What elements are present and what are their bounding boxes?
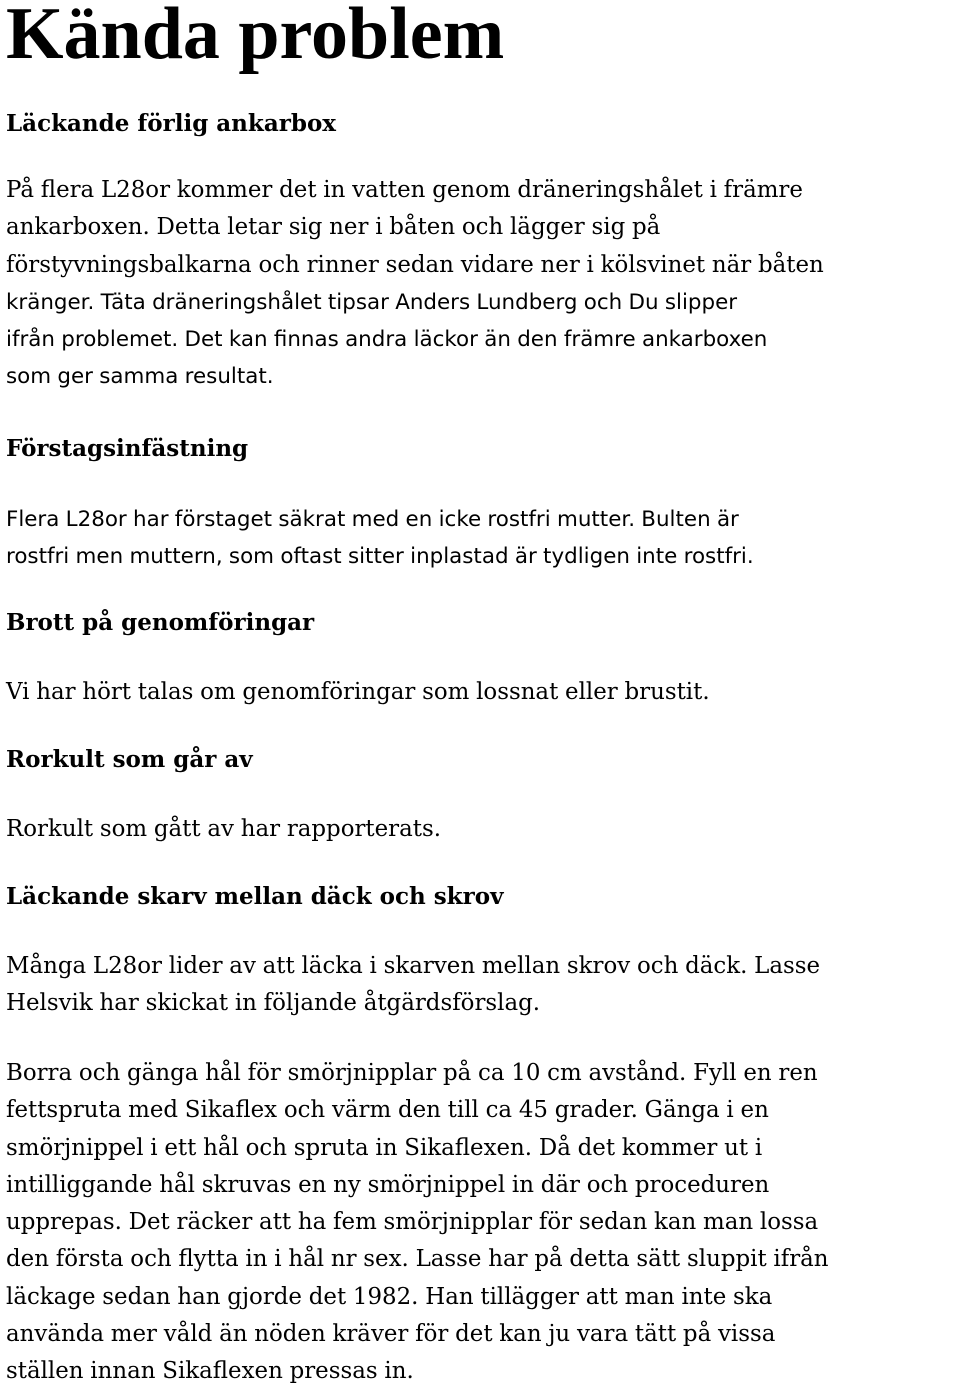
section-body [6, 811, 960, 848]
text-line: ställen innan Sikaflexen pressas in. [6, 1358, 414, 1385]
section-heading: Läckande skarv mellan däck och skrov [6, 883, 504, 910]
section-body [6, 674, 960, 711]
text-line: Helsvik har skickat in följande åtgärdsförslag. [6, 990, 541, 1017]
section-broken-through-hulls [6, 607, 960, 639]
paragraph [6, 674, 960, 711]
section-forestay-attachment [6, 433, 960, 465]
text-line: Borra och gänga hål för smörjnipplar på ca 10 cm avstånd. Fyll en ren [6, 1060, 818, 1086]
paragraph [6, 811, 960, 848]
text-line: ankarboxen. Detta letar sig ner i båten och lägger sig på [6, 214, 661, 241]
text-line: intilliggande hål skruvas en ny smörjnippel in där och proceduren [6, 1171, 770, 1198]
text-line: som ger samma resultat. [6, 364, 274, 390]
section-body [6, 501, 960, 576]
text-line: På flera L28or kommer det in vatten genom dräneringshålet i främre [6, 177, 803, 203]
section-body [6, 948, 960, 1023]
text-line: läckage sedan han gjorde det 1982. Han tillägger att man inte ska [6, 1283, 773, 1310]
section-heading: Förstagsinfästning [6, 435, 249, 462]
text-line: Vi har hört talas om genomföringar som lossnat eller brustit. [6, 679, 710, 705]
paragraph [6, 501, 960, 576]
section-leaking-anchor-box [6, 108, 960, 140]
section-heading: Rorkult som går av [6, 746, 253, 773]
paragraph [6, 1055, 960, 1391]
text-line: fettspruta med Sikaflex och värm den till ca 45 grader. Gänga i en [6, 1097, 769, 1124]
text-line: rostfri men muttern, som oftast sitter inplastad är tydligen inte rostfri. [6, 544, 754, 570]
text-line: den första och flytta in i hål nr sex. Lasse har på detta sätt sluppit ifrån [6, 1246, 829, 1273]
text-line: Flera L28or har förstaget säkrat med en icke rostfri mutter. Bulten är [6, 507, 739, 532]
text-line: upprepas. Det räcker att ha fem smörjnipplar för sedan kan man lossa [6, 1209, 819, 1236]
section-body [6, 172, 960, 396]
text-line: kränger. Täta dräneringshålet tipsar Anders Lundberg och Du slipper [6, 289, 738, 315]
text-line: använda mer våld än nöden kräver för det kan ju vara tätt på vissa [6, 1321, 776, 1348]
text-line: Många L28or lider av att läcka i skarven mellan skrov och däck. Lasse [6, 953, 821, 979]
section-body-procedure [6, 1055, 960, 1391]
page-title: Kända problem [6, 0, 505, 75]
text-line: ifrån problemet. Det kan finnas andra läckor än den främre ankarboxen [6, 327, 768, 353]
text-line: Rorkult som gått av har rapporterats. [6, 816, 441, 842]
section-leaking-hull-deck-joint [6, 881, 960, 913]
section-heading: Läckande förlig ankarbox [6, 110, 336, 137]
text-line: förstyvningsbalkarna och rinner sedan vidare ner i kölsvinet när båten [6, 251, 824, 278]
section-tiller-breaking [6, 744, 960, 776]
section-heading: Brott på genomföringar [6, 609, 315, 636]
paragraph [6, 172, 960, 396]
paragraph [6, 948, 960, 1023]
text-line: smörjnippel i ett hål och spruta in Sikaflexen. Då det kommer ut i [6, 1134, 763, 1161]
